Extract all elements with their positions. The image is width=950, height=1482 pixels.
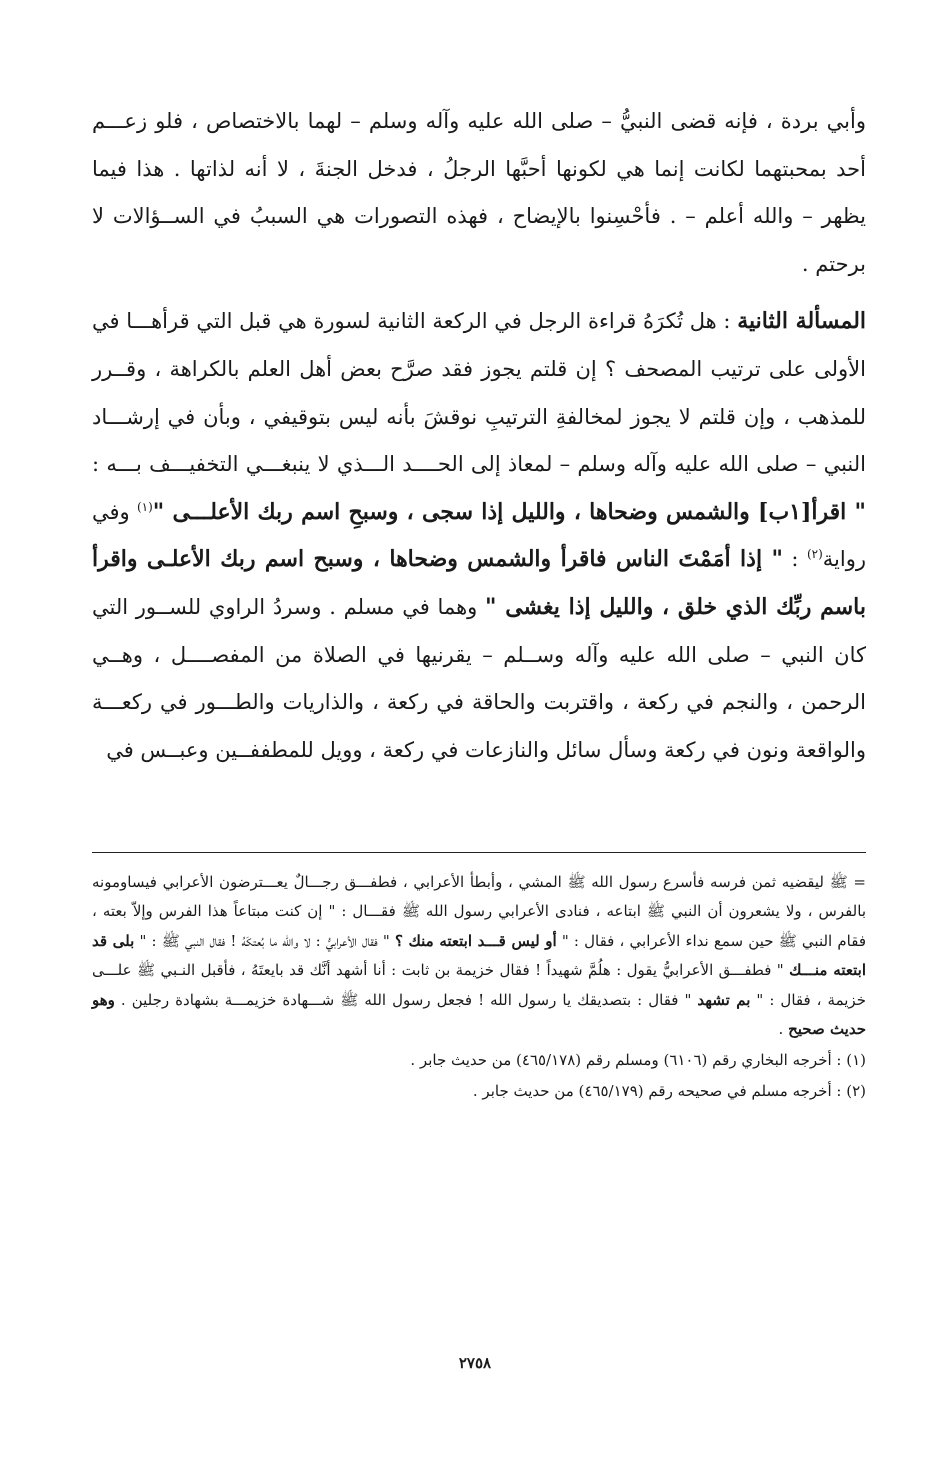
footnote-cont-g: " فقال : بتصديقك يا رسول الله ! فجعل رسول الله ﷺ شـــهادة خزيمـــة بشهادة رجلين . xyxy=(114,990,698,1009)
hadith-quote-2: " إذا أمَمْتَ الناس فاقرأ والشمس وضحاها ، وسبح اسم ربك الأعلـى واقرأ باسم ربِّك الذي خلق ، والليل إذا يغشى " xyxy=(92,546,866,620)
footnote-cont-i: . xyxy=(778,1020,789,1039)
footnote-ref-2: (٢) xyxy=(806,547,823,562)
footnote-2: (٢) : أخرجه مسلم في صحيحه رقم (٤٦٥/١٧٩) من حديث جابر . xyxy=(472,1082,866,1101)
paragraph-2-text-a: : هل تُكرَهُ قراءة الرجل في الركعة الثانية لسورة هي قبل التي قرأهـــا في الأولى على ترتيب المصحف ؟ إن قلتم يجوز فقد صرَّح بعض أهل العلم بالكراهة ، وقــرر للمذهب ، وإن قلتم لا يجوز لمخالفةِ الترتيبِ نوقشَ بأنه ليس بتوقيفي ، وبأن في إرشـــاد النبي – صلى الله عليه وآله وسلم – لمعاذ إلى الحــــد الـــذي لا ينبغـــي التخفيـــف بـــه : xyxy=(92,309,866,477)
paragraph-2-text-c: : xyxy=(782,547,807,572)
footnotes xyxy=(92,868,866,1106)
footnote-continuation xyxy=(92,868,866,1044)
paragraph-2-text-d: وهما في مسلم . وسردُ الراوي للســور التي كان النبي – صلى الله عليه وآله وســلم – يقرنيها في الصلاة من المفصــــل ، وهــي الرحمن ، والنجم في ركعة ، واقتربت والحاقة في ركعة ، والذاريات والطـــور في ركعـــة والواقعة ونون في ركعة وسأل سائل والنازعات في ركعة ، وويل للمطففــين وعبــس في xyxy=(92,594,866,762)
footnote-ref-1: (١) xyxy=(136,499,153,514)
paragraph-2 xyxy=(92,298,866,774)
page-number: ٢٧٥٨ xyxy=(458,1354,492,1372)
section-heading: المسألة الثانية xyxy=(737,308,867,335)
footnote-cont-d: بلى قد ابتعته منـــك xyxy=(92,931,866,980)
main-text xyxy=(92,98,866,774)
footnote-cont-c: " فقال الأعرابيُّ : لا والله ما بُعتكَهُ ! فقال النبي ﷺ : " xyxy=(134,931,395,950)
paragraph-1: وأبي بردة ، فإنه قضى النبيُّ – صلى الله عليه وآله وسلم – لهما بالاختصاص ، فلو زعـــم أحد بمحبتهما لكانت إنما هي لكونها أحبَّها الرجلُ ، فدخل الجنةَ ، لا أنه لذاتها . هذا فيما يظهر – والله أعلم – . فأحْسِنوا بالإيضاح ، فهذه التصورات هي السببُ في الســؤالات لا برحتم . xyxy=(92,109,866,276)
footnote-1: (١) : أخرجه البخاري رقم (٦١٠٦) ومسلم رقم (٤٦٥/١٧٨) من حديث جابر . xyxy=(410,1051,866,1070)
footnote-cont-b: أو ليس قـــد ابتعته منك ؟ xyxy=(394,931,557,950)
footnote-separator xyxy=(92,852,866,853)
footnote-cont-f: بم تشهد xyxy=(697,990,751,1009)
hadith-quote-1: " اقرأ[١ب] والشمس وضحاها ، والليل إذا سجى ، وسبحِ اسم ربك الأعلـــى " xyxy=(152,498,867,525)
footnote-cont-h: وهو حديث صحيح xyxy=(92,990,866,1039)
paragraph-2-text-b: وفي رواية xyxy=(92,499,866,572)
footnote-cont-a: = ﷺ ليقضيه ثمن فرسه فأسرع رسول الله ﷺ المشي ، وأبطأ الأعرابي ، فطفـــق رجـــالٌ يعـــترضون الأعرابي فيساومونه بالفرس ، ولا يشعرون أن النبي ﷺ ابتاعه ، فنادى الأعرابي رسول الله ﷺ فقـــال : " إن كنت مبتاعاً هذا الفرس وإلاّ بعته ، فقام النبي ﷺ حين سمع نداء الأعرابي ، فقال : " xyxy=(92,873,866,950)
footnote-cont-e: " فطفـــق الأعرابيُّ يقول : هلُمَّ شهيداً ! فقال خزيمة بن ثابت : أنا أشهد أنَّك قد بايعتَهُ ، فأقبل النـبي ﷺ علـــى خزيمة ، فقال : " xyxy=(92,961,866,1009)
